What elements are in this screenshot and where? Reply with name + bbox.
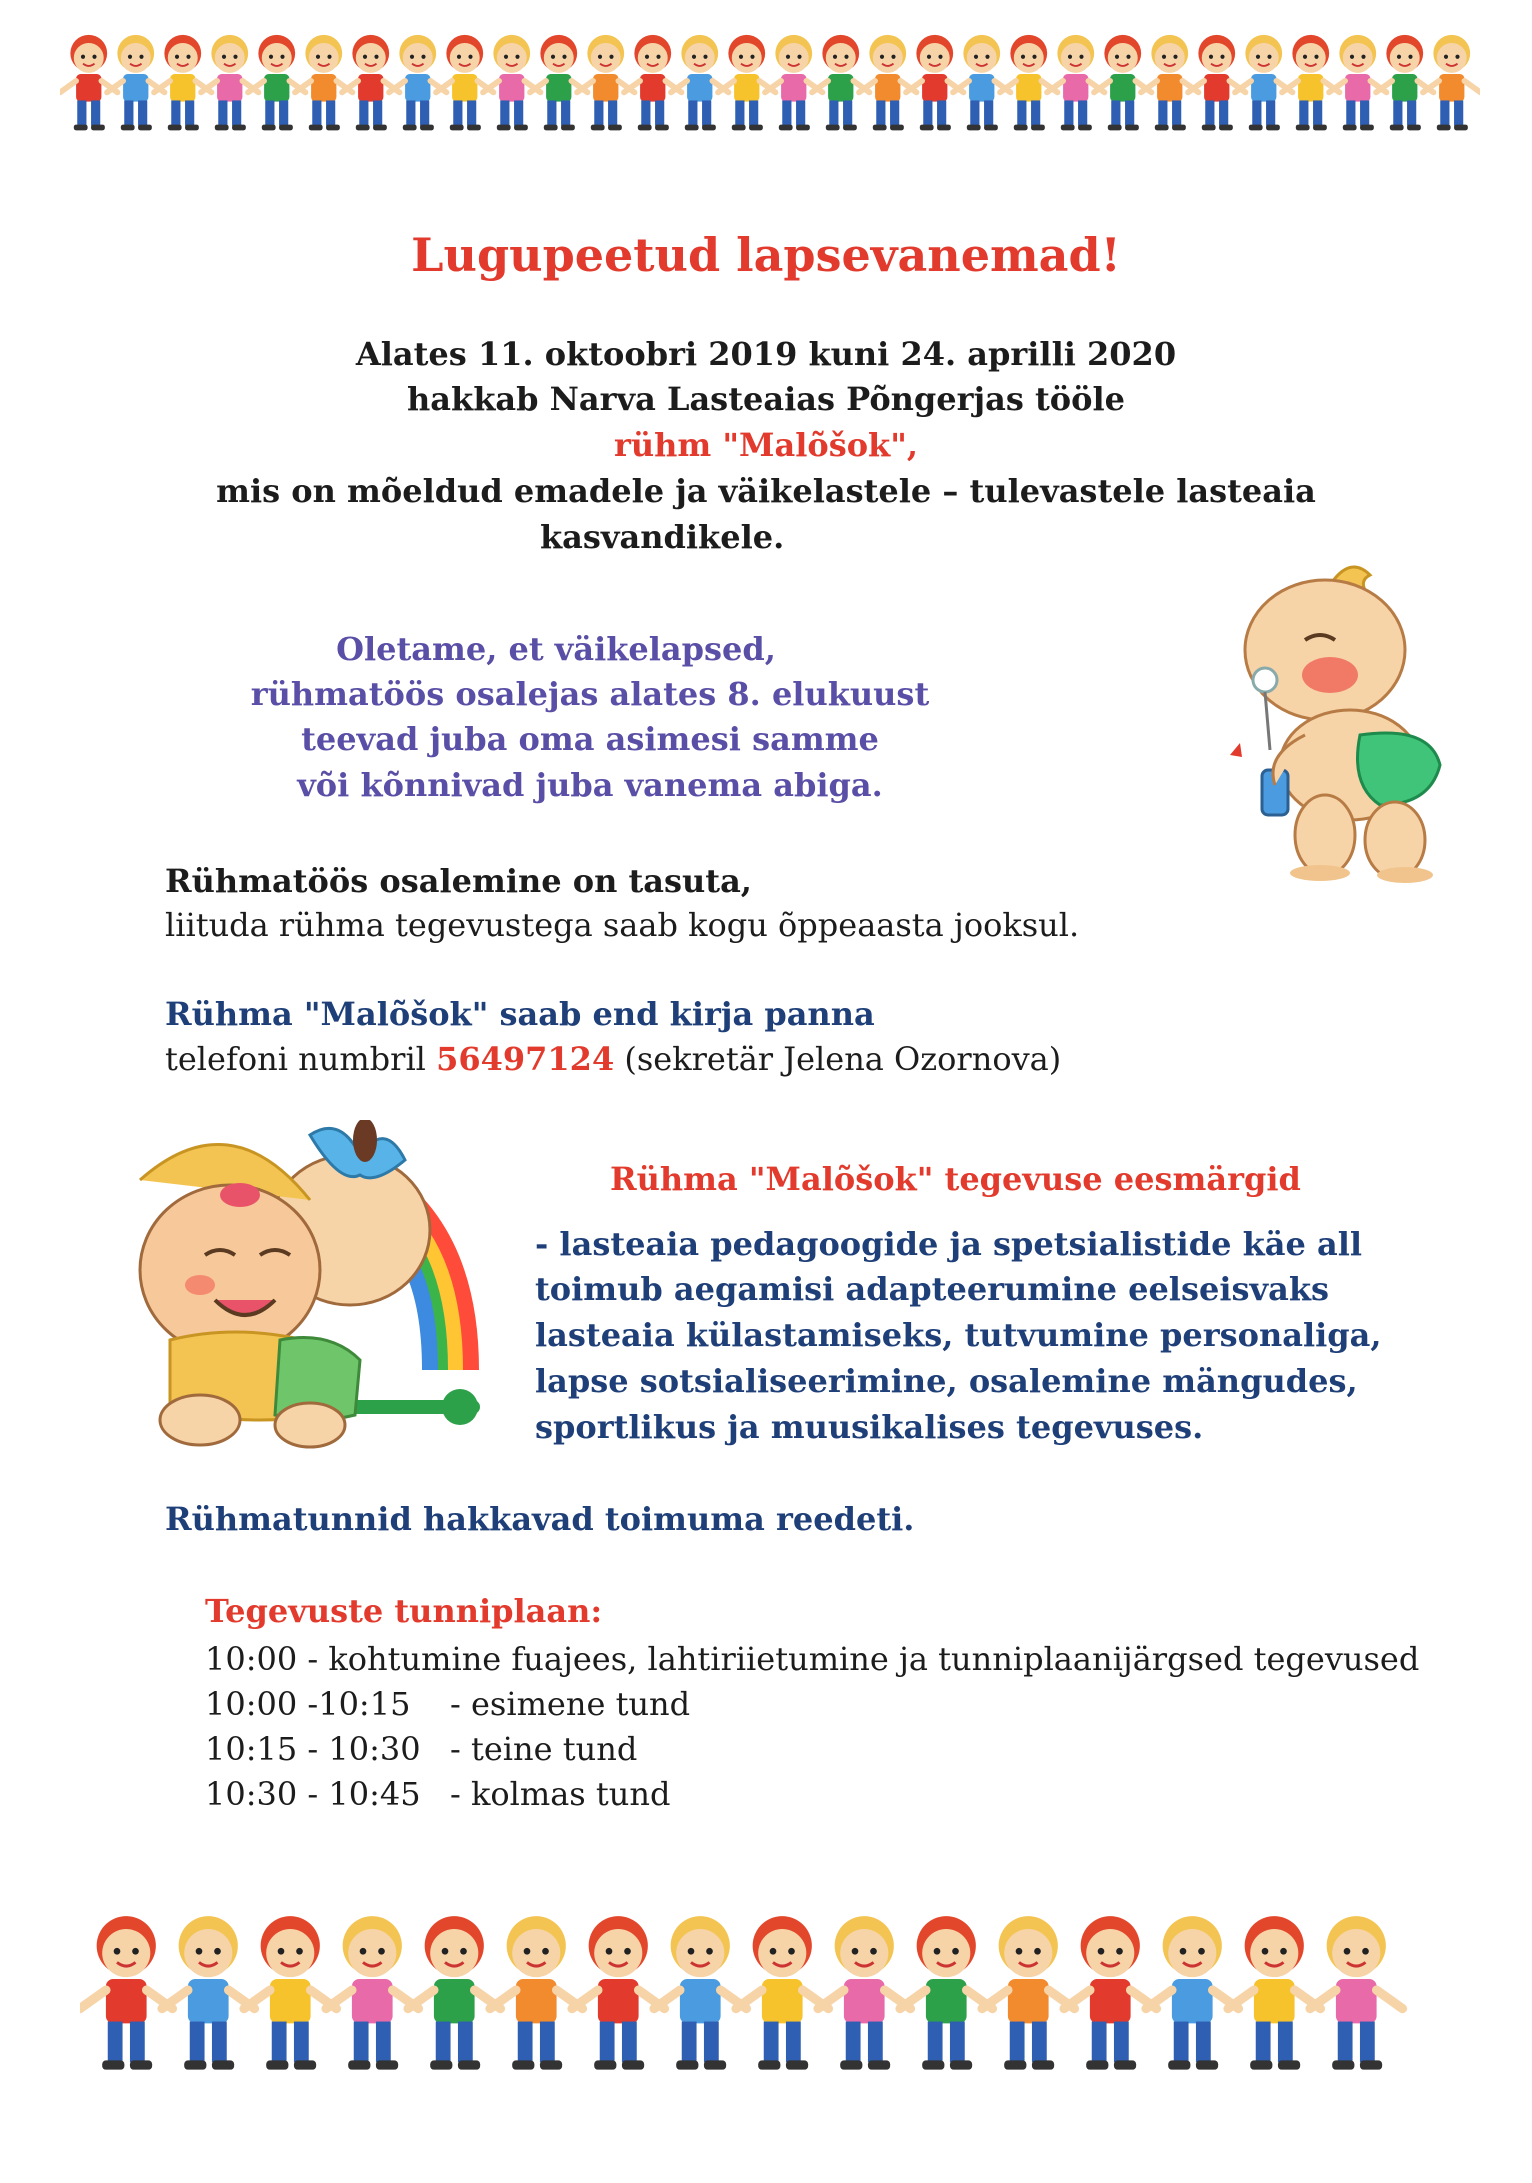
child-figure — [295, 35, 353, 130]
child-figure — [818, 1916, 911, 2070]
child-figure — [654, 1916, 747, 2070]
child-figure — [900, 1916, 993, 2070]
child-figure — [326, 1916, 419, 2070]
bottom-children-border — [80, 1905, 1420, 2095]
child-figure — [736, 1916, 829, 2070]
registration-line — [165, 1040, 1061, 1078]
child-figure — [1064, 1916, 1157, 2070]
assumption-line-1: Oletame, et väikelapsed, — [336, 630, 776, 668]
child-figure — [982, 1916, 1075, 2070]
child-figure — [1235, 35, 1293, 130]
child-figure — [718, 35, 776, 130]
child-figure — [107, 35, 165, 130]
child-figure — [953, 35, 1011, 130]
goals-line-4: lapse sotsialiseerimine, osalemine mängudes, — [535, 1362, 1358, 1400]
page-title: Lugupeetud lapsevanemad! — [411, 228, 1121, 282]
registration-suffix: (sekretär Jelena Ozornova) — [624, 1040, 1062, 1078]
top-children-border — [60, 28, 1480, 148]
child-figure — [765, 35, 823, 130]
child-figure — [577, 35, 635, 130]
schedule-row-desc: - esimene tund — [450, 1685, 691, 1723]
child-figure — [342, 35, 400, 130]
schedule-row: 10:00 - kohtumine fuajees, lahtiriietumine ja tunniplaanijärgsed tegevused — [205, 1640, 1420, 1678]
child-figure — [859, 35, 917, 130]
participation-text: liituda rühma tegevustega saab kogu õppeaasta jooksul. — [165, 906, 1080, 944]
child-figure — [671, 35, 729, 130]
schedule-row-time: 10:30 - 10:45 — [205, 1775, 421, 1813]
child-figure — [490, 1916, 583, 2070]
child-figure — [1329, 35, 1387, 130]
child-figure — [572, 1916, 665, 2070]
goals-line-5: sportlikus ja muusikalises tegevuses. — [535, 1408, 1204, 1446]
intro-line-4: mis on mõeldud emadele ja väikelastele – tulevastele lasteaia — [216, 472, 1316, 510]
schedule-heading: Tegevuste tunniplaan: — [205, 1592, 603, 1630]
child-figure — [389, 35, 447, 130]
child-figure — [244, 1916, 337, 2070]
assumption-line-2: rühmatöös osalejas alates 8. elukuust — [250, 675, 930, 713]
goals-line-3: lasteaia külastamiseks, tutvumine personaliga, — [535, 1316, 1382, 1354]
child-figure — [1310, 1916, 1403, 2070]
registration-prefix: telefoni numbril — [165, 1040, 426, 1078]
registration-heading: Rühma "Malõšok" saab end kirja panna — [165, 995, 875, 1033]
child-figure — [80, 1916, 173, 2070]
child-figure — [1047, 35, 1105, 130]
intro-line-2: hakkab Narva Lasteaias Põngerjas tööle — [407, 380, 1125, 418]
child-figure — [483, 35, 541, 130]
schedule-row-time: 10:00 -10:15 — [205, 1685, 411, 1723]
child-figure — [162, 1916, 255, 2070]
child-figure — [1376, 35, 1434, 130]
goals-line-1: - lasteaia pedagoogide ja spetsialistide käe all — [535, 1225, 1363, 1263]
child-figure — [436, 35, 494, 130]
child-figure — [1000, 35, 1058, 130]
fridays-note: Rühmatunnid hakkavad toimuma reedeti. — [165, 1500, 915, 1538]
phone-number[interactable]: 56497124 — [436, 1040, 615, 1078]
child-figure — [812, 35, 870, 130]
intro-line-5: kasvandikele. — [540, 518, 785, 556]
participation-free: Rühmatöös osalemine on tasuta, — [165, 862, 752, 900]
child-figure — [1228, 1916, 1321, 2070]
child-figure — [624, 35, 682, 130]
child-figure — [1146, 1916, 1239, 2070]
toddlers-illustration — [130, 1120, 490, 1464]
schedule-row-desc: - teine tund — [450, 1730, 638, 1768]
assumption-line-3: teevad juba oma asimesi samme — [301, 720, 879, 758]
child-figure — [248, 35, 306, 130]
intro-line-1: Alates 11. oktoobri 2019 kuni 24. aprilli 2020 — [355, 335, 1177, 373]
child-figure — [154, 35, 212, 130]
child-figure — [408, 1916, 501, 2070]
assumption-line-4: või kõnnivad juba vanema abiga. — [297, 766, 883, 804]
intro-group-name: rühm "Malõšok", — [613, 426, 919, 464]
goals-heading: Rühma "Malõšok" tegevuse eesmärgid — [610, 1160, 1301, 1198]
child-figure — [60, 35, 118, 130]
schedule-row-desc: - kolmas tund — [450, 1775, 671, 1813]
child-figure — [1141, 35, 1199, 130]
child-figure — [1282, 35, 1340, 130]
child-figure — [906, 35, 964, 130]
child-figure — [530, 35, 588, 130]
child-figure — [1423, 35, 1480, 130]
child-figure — [1188, 35, 1246, 130]
child-figure — [201, 35, 259, 130]
goals-line-2: toimub aegamisi adapteerumine eelseisvaks — [535, 1270, 1330, 1308]
schedule-row-time: 10:15 - 10:30 — [205, 1730, 421, 1768]
child-figure — [1094, 35, 1152, 130]
